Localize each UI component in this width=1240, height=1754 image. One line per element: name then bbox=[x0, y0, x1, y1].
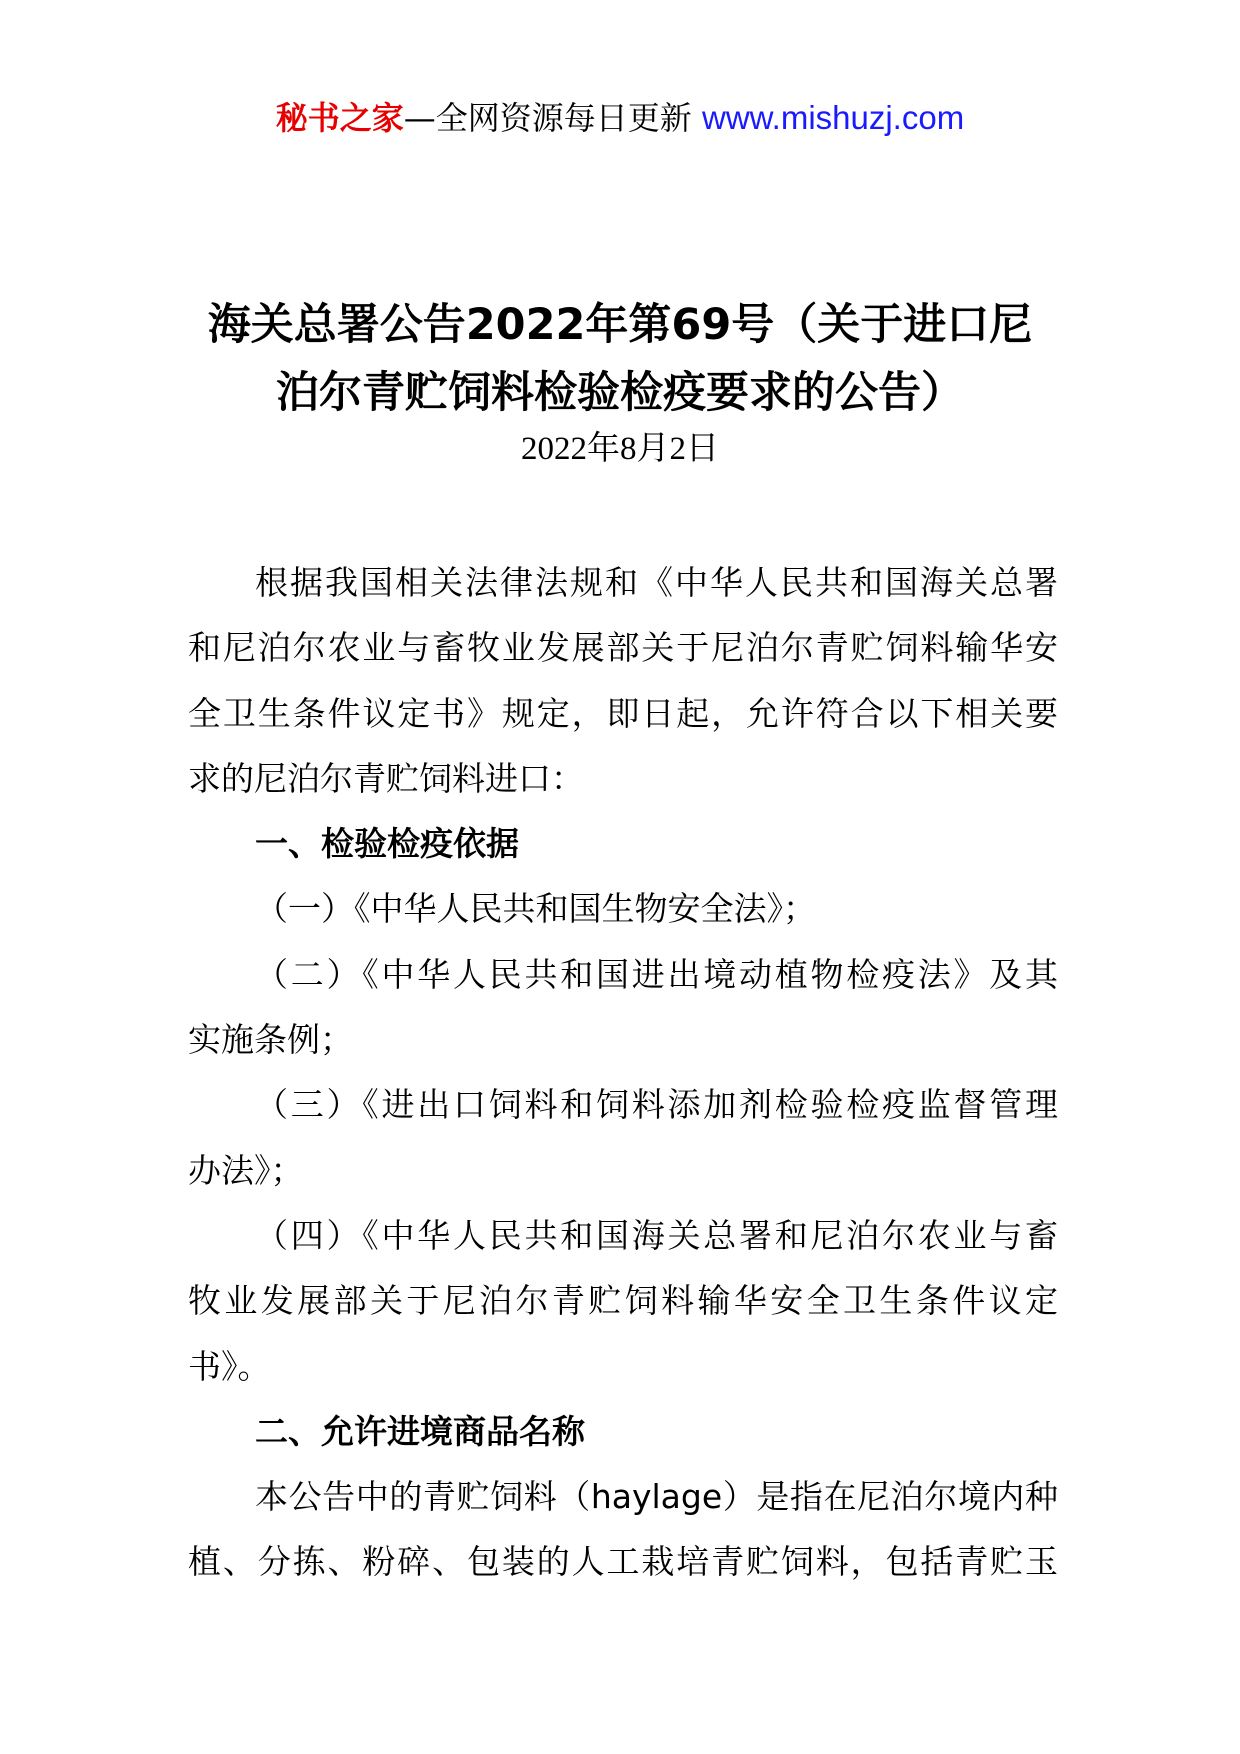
list-item: （二）《中华人民共和国进出境动植物检疫法》及其 bbox=[255, 954, 1058, 994]
list-item-continuation: 书》。 bbox=[188, 1346, 271, 1386]
list-item: （四）《中华人民共和国海关总署和尼泊尔农业与畜 bbox=[255, 1215, 1058, 1255]
body-line: 植、分拣、粉碎、包装的人工栽培青贮饲料，包括青贮玉 bbox=[188, 1542, 1058, 1582]
document-date: 2022年8月2日 bbox=[521, 431, 719, 467]
document-title bbox=[150, 291, 1090, 427]
section-heading: 一、检验检疫依据 bbox=[255, 824, 519, 864]
body-line: 求的尼泊尔青贮饲料进口： bbox=[188, 758, 584, 798]
body-line: 和尼泊尔农业与畜牧业发展部关于尼泊尔青贮饲料输华安 bbox=[188, 628, 1058, 668]
title-line-2: 泊尔青贮饲料检验检疫要求的公告） bbox=[276, 368, 964, 418]
list-item-continuation: 牧业发展部关于尼泊尔青贮饲料输华安全卫生条件议定 bbox=[188, 1281, 1058, 1321]
site-banner bbox=[0, 98, 1240, 138]
body-line: 根据我国相关法律法规和《中华人民共和国海关总署 bbox=[255, 563, 1058, 602]
title-line-1: 海关总署公告2022年第69号（关于进口尼 bbox=[207, 300, 1033, 350]
list-item-continuation: 实施条例； bbox=[188, 1020, 353, 1060]
list-item: （三）《进出口饲料和饲料添加剂检验检疫监督管理 bbox=[255, 1085, 1058, 1125]
list-item: （一）《中华人民共和国生物安全法》； bbox=[255, 889, 816, 929]
banner-brand: 秘书之家 bbox=[275, 99, 404, 137]
banner-site-url[interactable]: www.mishuzj.com bbox=[701, 99, 965, 136]
body-line: 本公告中的青贮饲料（haylage）是指在尼泊尔境内种 bbox=[255, 1477, 1058, 1517]
document-body bbox=[188, 550, 1058, 1595]
body-line: 全卫生条件议定书》规定，即日起，允许符合以下相关要 bbox=[188, 693, 1058, 733]
section-heading: 二、允许进境商品名称 bbox=[255, 1411, 585, 1451]
banner-tagline: —全网资源每日更新 bbox=[403, 99, 702, 137]
list-item-continuation: 办法》； bbox=[188, 1150, 304, 1190]
